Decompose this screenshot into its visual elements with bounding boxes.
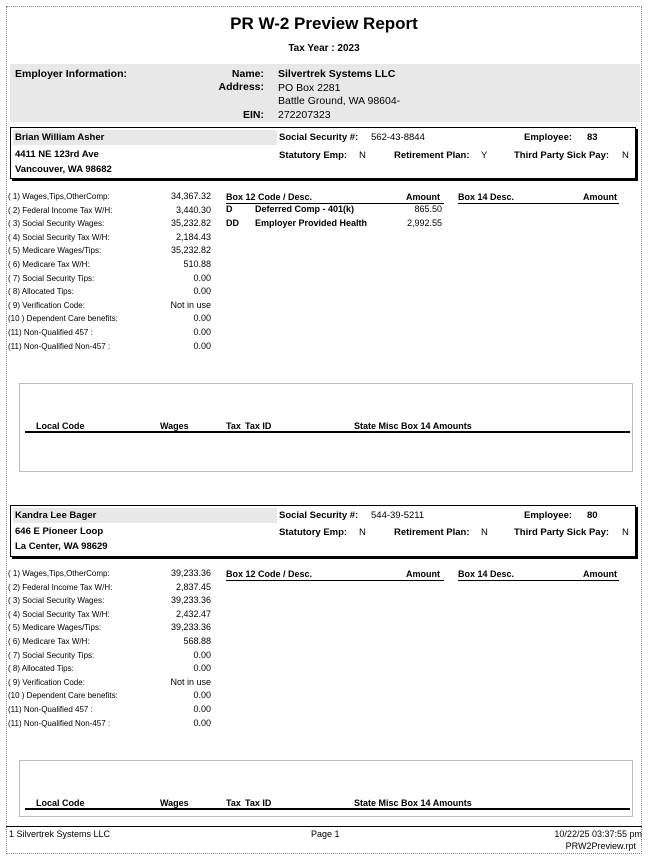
box-value: 34,367.32 — [170, 191, 211, 201]
box-label: ( 8) Allocated Tips: — [8, 664, 74, 673]
box-label: ( 3) Social Security Wages: — [8, 219, 105, 228]
employee-ssn: 562-43-8844 — [371, 132, 425, 143]
box-value: 35,232.82 — [170, 245, 211, 255]
box12-desc: Employer Provided Health — [255, 218, 368, 228]
footer-datetime: 10/22/25 03:37:55 pm — [554, 829, 642, 839]
box-value: 0.00 — [193, 313, 211, 323]
local-wages-header: Wages — [160, 421, 189, 431]
box14-header: Box 14 Desc. — [458, 569, 515, 579]
local-tax-header: Tax — [226, 798, 241, 808]
local-wages-header: Wages — [160, 798, 189, 808]
box-value: 510.88 — [183, 259, 211, 269]
ssn-label: Social Security #: — [279, 132, 359, 143]
local-taxid-header: Tax ID — [245, 421, 272, 431]
box14-amount-header: Amount — [583, 192, 617, 202]
footer-company: 1 Silvertrek Systems LLC — [9, 829, 111, 839]
employer-info-label: Employer Information: — [15, 68, 128, 80]
box-value: Not in use — [170, 677, 211, 687]
employer-ein: 272207323 — [278, 109, 331, 121]
box14-header: Box 14 Desc. — [458, 192, 515, 202]
box-label: ( 1) Wages,Tips,OtherComp: — [8, 192, 110, 201]
employee-name: Kandra Lee Bager — [15, 510, 97, 521]
employee-ssn: 544-39-5211 — [371, 510, 425, 521]
retirement-value: Y — [481, 150, 488, 161]
employer-address-line2: Battle Ground, WA 98604- — [278, 95, 401, 107]
box-value: 0.00 — [193, 650, 211, 660]
box-label: (11) Non-Qualified Non-457 : — [8, 719, 111, 728]
employer-address-label: Address: — [218, 81, 264, 93]
employee-name: Brian William Asher — [15, 132, 105, 143]
third-party-label: Third Party Sick Pay: — [514, 150, 610, 161]
box-value: 2,184.43 — [175, 232, 211, 242]
employee-header-box — [10, 127, 636, 179]
box-value: 0.00 — [193, 327, 211, 337]
local-code-header: Local Code — [36, 798, 85, 808]
statutory-value: N — [359, 150, 366, 161]
local-tax-box — [19, 760, 633, 817]
footer-filename: PRW2Preview.rpt — [565, 841, 636, 851]
box14-underline — [458, 580, 619, 581]
box-value: 3,440.30 — [175, 205, 211, 215]
retirement-label: Retirement Plan: — [394, 527, 470, 538]
box-value: 0.00 — [193, 273, 211, 283]
box12-amount: 865.50 — [414, 204, 442, 214]
box-label: ( 1) Wages,Tips,OtherComp: — [8, 569, 110, 578]
box-value: 2,432.47 — [175, 609, 211, 619]
box-value: 0.00 — [193, 341, 211, 351]
statutory-label: Statutory Emp: — [279, 150, 348, 161]
third-party-value: N — [622, 150, 629, 161]
employer-info-panel — [10, 64, 640, 122]
employee-number: 80 — [587, 510, 598, 521]
box-value: 39,233.36 — [170, 595, 211, 605]
employee-number: 83 — [587, 132, 598, 143]
box-value: 35,232.82 — [170, 218, 211, 228]
box-label: ( 2) Federal Income Tax W/H: — [8, 206, 113, 215]
box-label: ( 5) Medicare Wages/Tips: — [8, 246, 102, 255]
box12-code: DD — [226, 218, 239, 228]
box-label: (10 ) Dependent Care benefits: — [8, 691, 118, 700]
third-party-value: N — [622, 527, 629, 538]
box12-underline — [226, 580, 444, 581]
box-label: (10 ) Dependent Care benefits: — [8, 314, 118, 323]
retirement-label: Retirement Plan: — [394, 150, 470, 161]
box-value: 0.00 — [193, 690, 211, 700]
employee-no-label: Employee: — [524, 132, 573, 143]
box12-header: Box 12 Code / Desc. — [226, 192, 313, 202]
box12-code: D — [226, 204, 233, 214]
box-value: 0.00 — [193, 663, 211, 673]
report-title: PR W-2 Preview Report — [230, 14, 418, 33]
box-label: ( 4) Social Security Tax W/H: — [8, 610, 110, 619]
box-label: ( 6) Medicare Tax W/H: — [8, 260, 90, 269]
employee-city: Vancouver, WA 98682 — [15, 164, 112, 175]
box12-amount: 2,992.55 — [406, 218, 442, 228]
box-value: 39,233.36 — [170, 622, 211, 632]
local-taxid-header: Tax ID — [245, 798, 272, 808]
third-party-label: Third Party Sick Pay: — [514, 527, 610, 538]
local-state-misc-header: State Misc Box 14 Amounts — [354, 421, 472, 431]
local-header-underline — [25, 808, 630, 810]
box-label: ( 8) Allocated Tips: — [8, 287, 74, 296]
employee-no-label: Employee: — [524, 510, 573, 521]
box-label: ( 7) Social Security Tips: — [8, 274, 95, 283]
box-value: 39,233.36 — [170, 568, 211, 578]
local-tax-header: Tax — [226, 421, 241, 431]
employee-address: 4411 NE 123rd Ave — [15, 149, 99, 160]
box14-amount-header: Amount — [583, 569, 617, 579]
box14-underline — [458, 203, 619, 204]
tax-year: Tax Year : 2023 — [288, 43, 360, 54]
box-label: ( 4) Social Security Tax W/H: — [8, 233, 110, 242]
box-label: ( 2) Federal Income Tax W/H: — [8, 583, 113, 592]
box-value: 0.00 — [193, 718, 211, 728]
employee-address: 646 E Pioneer Loop — [15, 526, 104, 537]
box-label: (11) Non-Qualified 457 : — [8, 705, 93, 714]
employer-address-line1: PO Box 2281 — [278, 82, 341, 94]
box12-desc: Deferred Comp - 401(k) — [255, 204, 355, 214]
local-header-underline — [25, 431, 630, 433]
employee-city: La Center, WA 98629 — [15, 541, 108, 552]
ssn-label: Social Security #: — [279, 510, 359, 521]
employee-header-box — [10, 505, 636, 557]
employer-ein-label: EIN: — [243, 109, 264, 121]
box-value: 0.00 — [193, 286, 211, 296]
box-value: Not in use — [170, 300, 211, 310]
box-value: 568.88 — [183, 636, 211, 646]
box-value: 0.00 — [193, 704, 211, 714]
local-state-misc-header: State Misc Box 14 Amounts — [354, 798, 472, 808]
box-label: (11) Non-Qualified Non-457 : — [8, 342, 111, 351]
box-label: ( 9) Verification Code: — [8, 678, 85, 687]
box-value: 2,837.45 — [175, 582, 211, 592]
retirement-value: N — [481, 527, 488, 538]
employer-name-label: Name: — [231, 68, 264, 80]
box-label: ( 5) Medicare Wages/Tips: — [8, 623, 102, 632]
box12-amount-header: Amount — [406, 569, 440, 579]
employer-name: Silvertrek Systems LLC — [278, 68, 396, 80]
box-label: (11) Non-Qualified 457 : — [8, 328, 93, 337]
box12-amount-header: Amount — [406, 192, 440, 202]
local-tax-box — [19, 383, 633, 472]
footer-page-number: Page 1 — [311, 829, 340, 839]
box-label: ( 7) Social Security Tips: — [8, 651, 95, 660]
footer-rule — [6, 826, 642, 827]
box-label: ( 6) Medicare Tax W/H: — [8, 637, 90, 646]
box-label: ( 9) Verification Code: — [8, 301, 85, 310]
statutory-value: N — [359, 527, 366, 538]
statutory-label: Statutory Emp: — [279, 527, 348, 538]
box12-header: Box 12 Code / Desc. — [226, 569, 313, 579]
local-code-header: Local Code — [36, 421, 85, 431]
box-label: ( 3) Social Security Wages: — [8, 596, 105, 605]
